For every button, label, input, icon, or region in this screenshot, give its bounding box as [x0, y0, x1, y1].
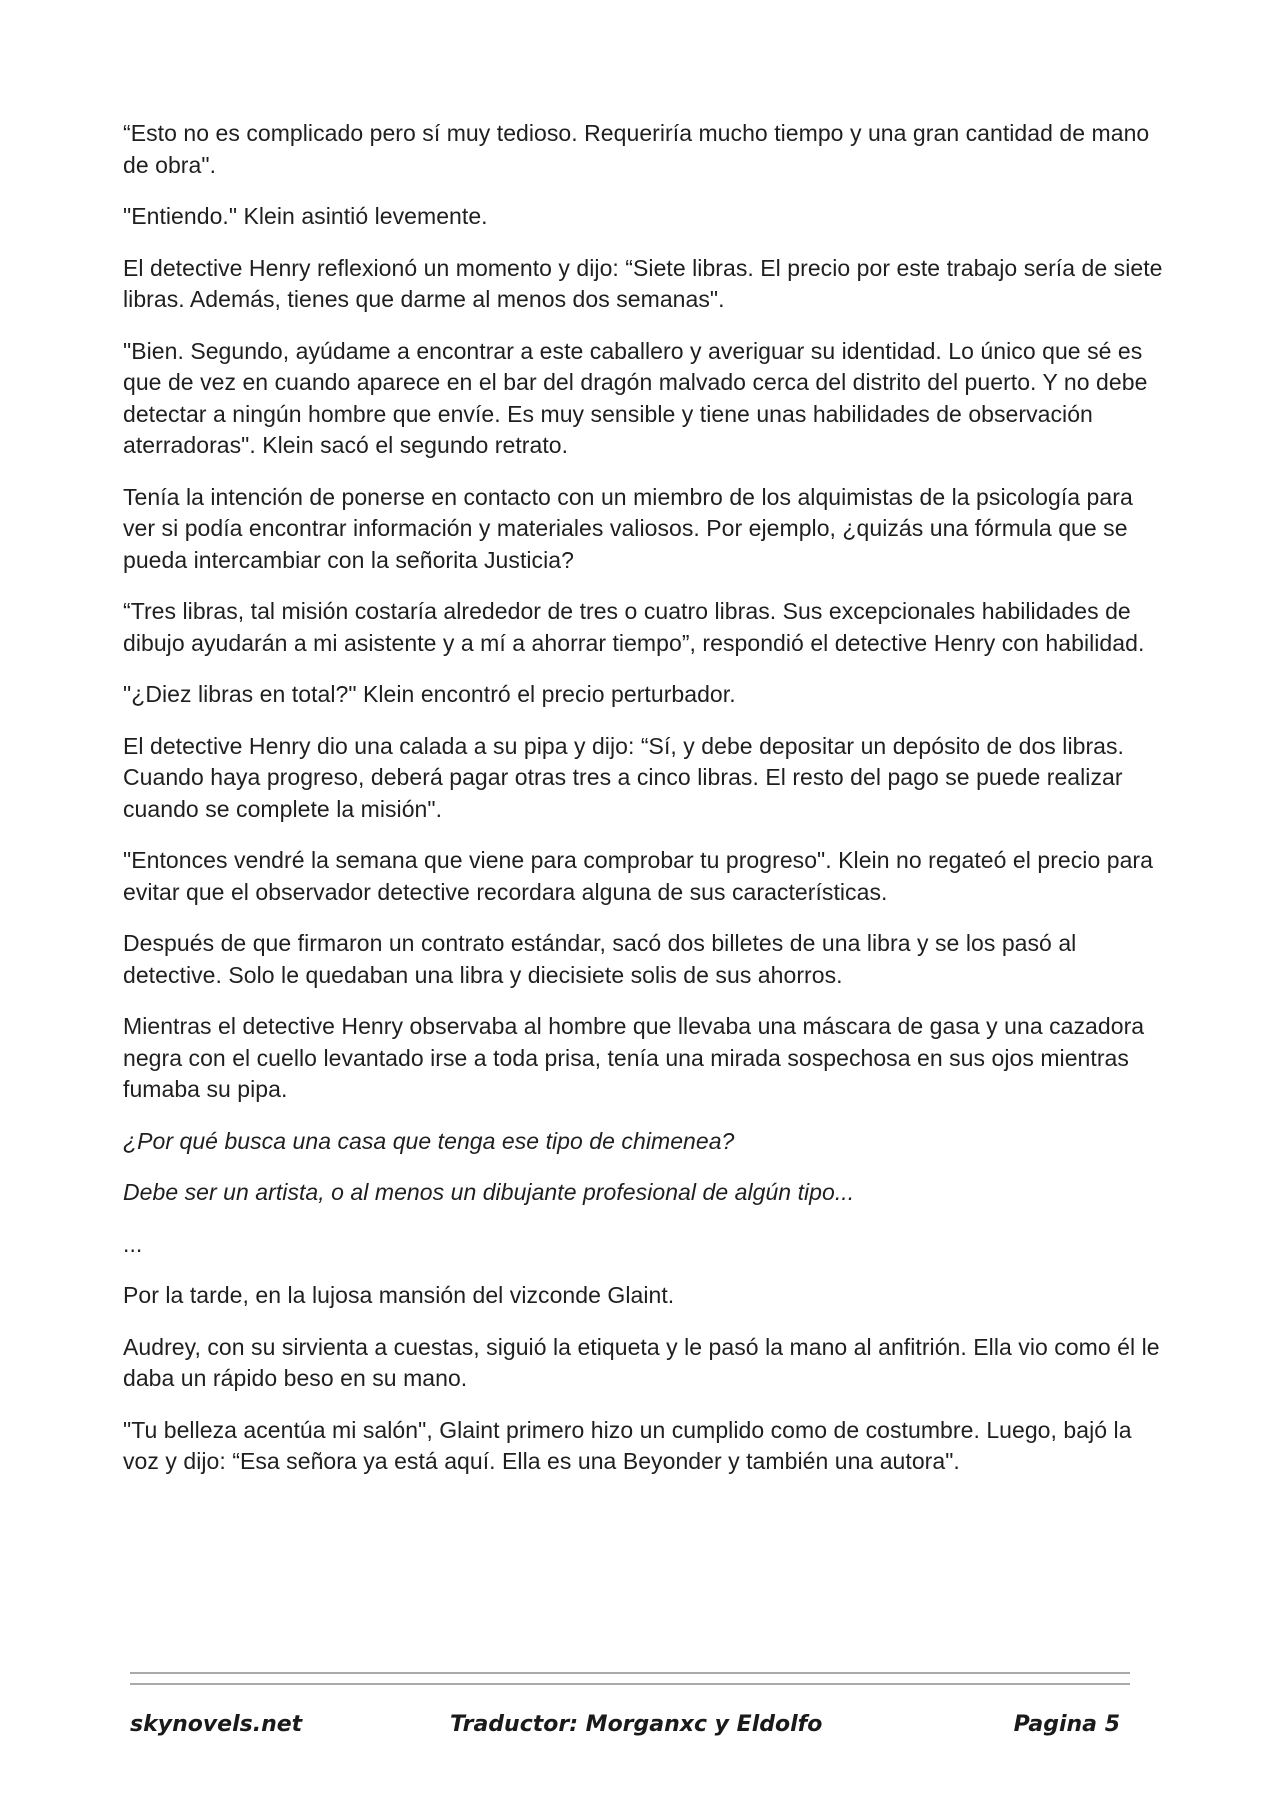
paragraph: "Tu belleza acentúa mi salón", Glaint primero hizo un cumplido como de costumbre. Luego, bajó la voz y dijo: “Esa señora ya está aquí. Ella es una Beyonder y también una autora". [123, 1416, 1132, 1474]
footer-translator: Traductor: Morganxc y Eldolfo [450, 1712, 823, 1737]
footer-site-name: skynovels.net [130, 1712, 303, 1737]
footer-page-number: Pagina 5 [1013, 1712, 1120, 1737]
paragraph: "¿Diez libras en total?" Klein encontró el precio perturbador. [123, 681, 736, 707]
paragraph: Mientras el detective Henry observaba al hombre que llevaba una máscara de gasa y una cazadora negra con el cuello levantado irse a toda prisa, tenía una mirada sospechosa en sus ojos mientras fumaba su pipa. [123, 1013, 1145, 1102]
paragraph-italic: ¿Por qué busca una casa que tenga ese tipo de chimenea? [123, 1127, 735, 1154]
paragraph: “Tres libras, tal misión costaría alrededor de tres o cuatro libras. Sus excepcionales habilidades de dibujo ayudarán a mi asistente y a mí a ahorrar tiempo”, respondió el detective Henry con habilidad. [123, 598, 1145, 656]
document-body [123, 118, 1163, 1498]
page-footer [130, 1712, 1130, 1748]
footer-divider-top [130, 1672, 1130, 1674]
paragraph: Después de que firmaron un contrato estándar, sacó dos billetes de una libra y se los pasó al detective. Solo le quedaban una libra y diecisiete solis de sus ahorros. [123, 930, 1077, 988]
scene-break: ... [123, 1230, 143, 1257]
paragraph: El detective Henry dio una calada a su pipa y dijo: “Sí, y debe depositar un depósito de dos libras. Cuando haya progreso, deberá pagar otras tres a cinco libras. El resto del pago se puede realizar cuando se complete la misión". [123, 732, 1124, 822]
paragraph: El detective Henry reflexionó un momento y dijo: “Siete libras. El precio por este trabajo sería de siete libras. Además, tienes que darme al menos dos semanas". [123, 254, 1163, 312]
paragraph: Por la tarde, en la lujosa mansión del vizconde Glaint. [123, 1282, 675, 1308]
paragraph: "Entiendo." Klein asintió levemente. [123, 203, 488, 229]
paragraph: "Bien. Segundo, ayúdame a encontrar a este caballero y averiguar su identidad. Lo único que sé es que de vez en cuando aparece en el bar del dragón malvado cerca del distrito del puerto. Y no debe detectar a ningún hombre que envíe. Es muy sensible y tiene unas habilidades de observación aterradoras". Klein sacó el segundo retrato. [123, 337, 1148, 458]
paragraph-italic: Debe ser un artista, o al menos un dibujante profesional de algún tipo... [123, 1179, 855, 1205]
paragraph: "Entonces vendré la semana que viene para comprobar tu progreso". Klein no regateó el precio para evitar que el observador detective recordara alguna de sus características. [123, 847, 1153, 905]
paragraph: “Esto no es complicado pero sí muy tedioso. Requeriría mucho tiempo y una gran cantidad de mano de obra". [123, 120, 1150, 178]
paragraph: Tenía la intención de ponerse en contacto con un miembro de los alquimistas de la psicología para ver si podía encontrar información y materiales valiosos. Por ejemplo, ¿quizás una fórmula que se pueda intercambiar con la señorita Justicia? [123, 483, 1133, 573]
paragraph: Audrey, con su sirvienta a cuestas, siguió la etiqueta y le pasó la mano al anfitrión. Ella vio como él le daba un rápido beso en su mano. [123, 1333, 1160, 1391]
footer-divider-bottom [130, 1683, 1130, 1685]
